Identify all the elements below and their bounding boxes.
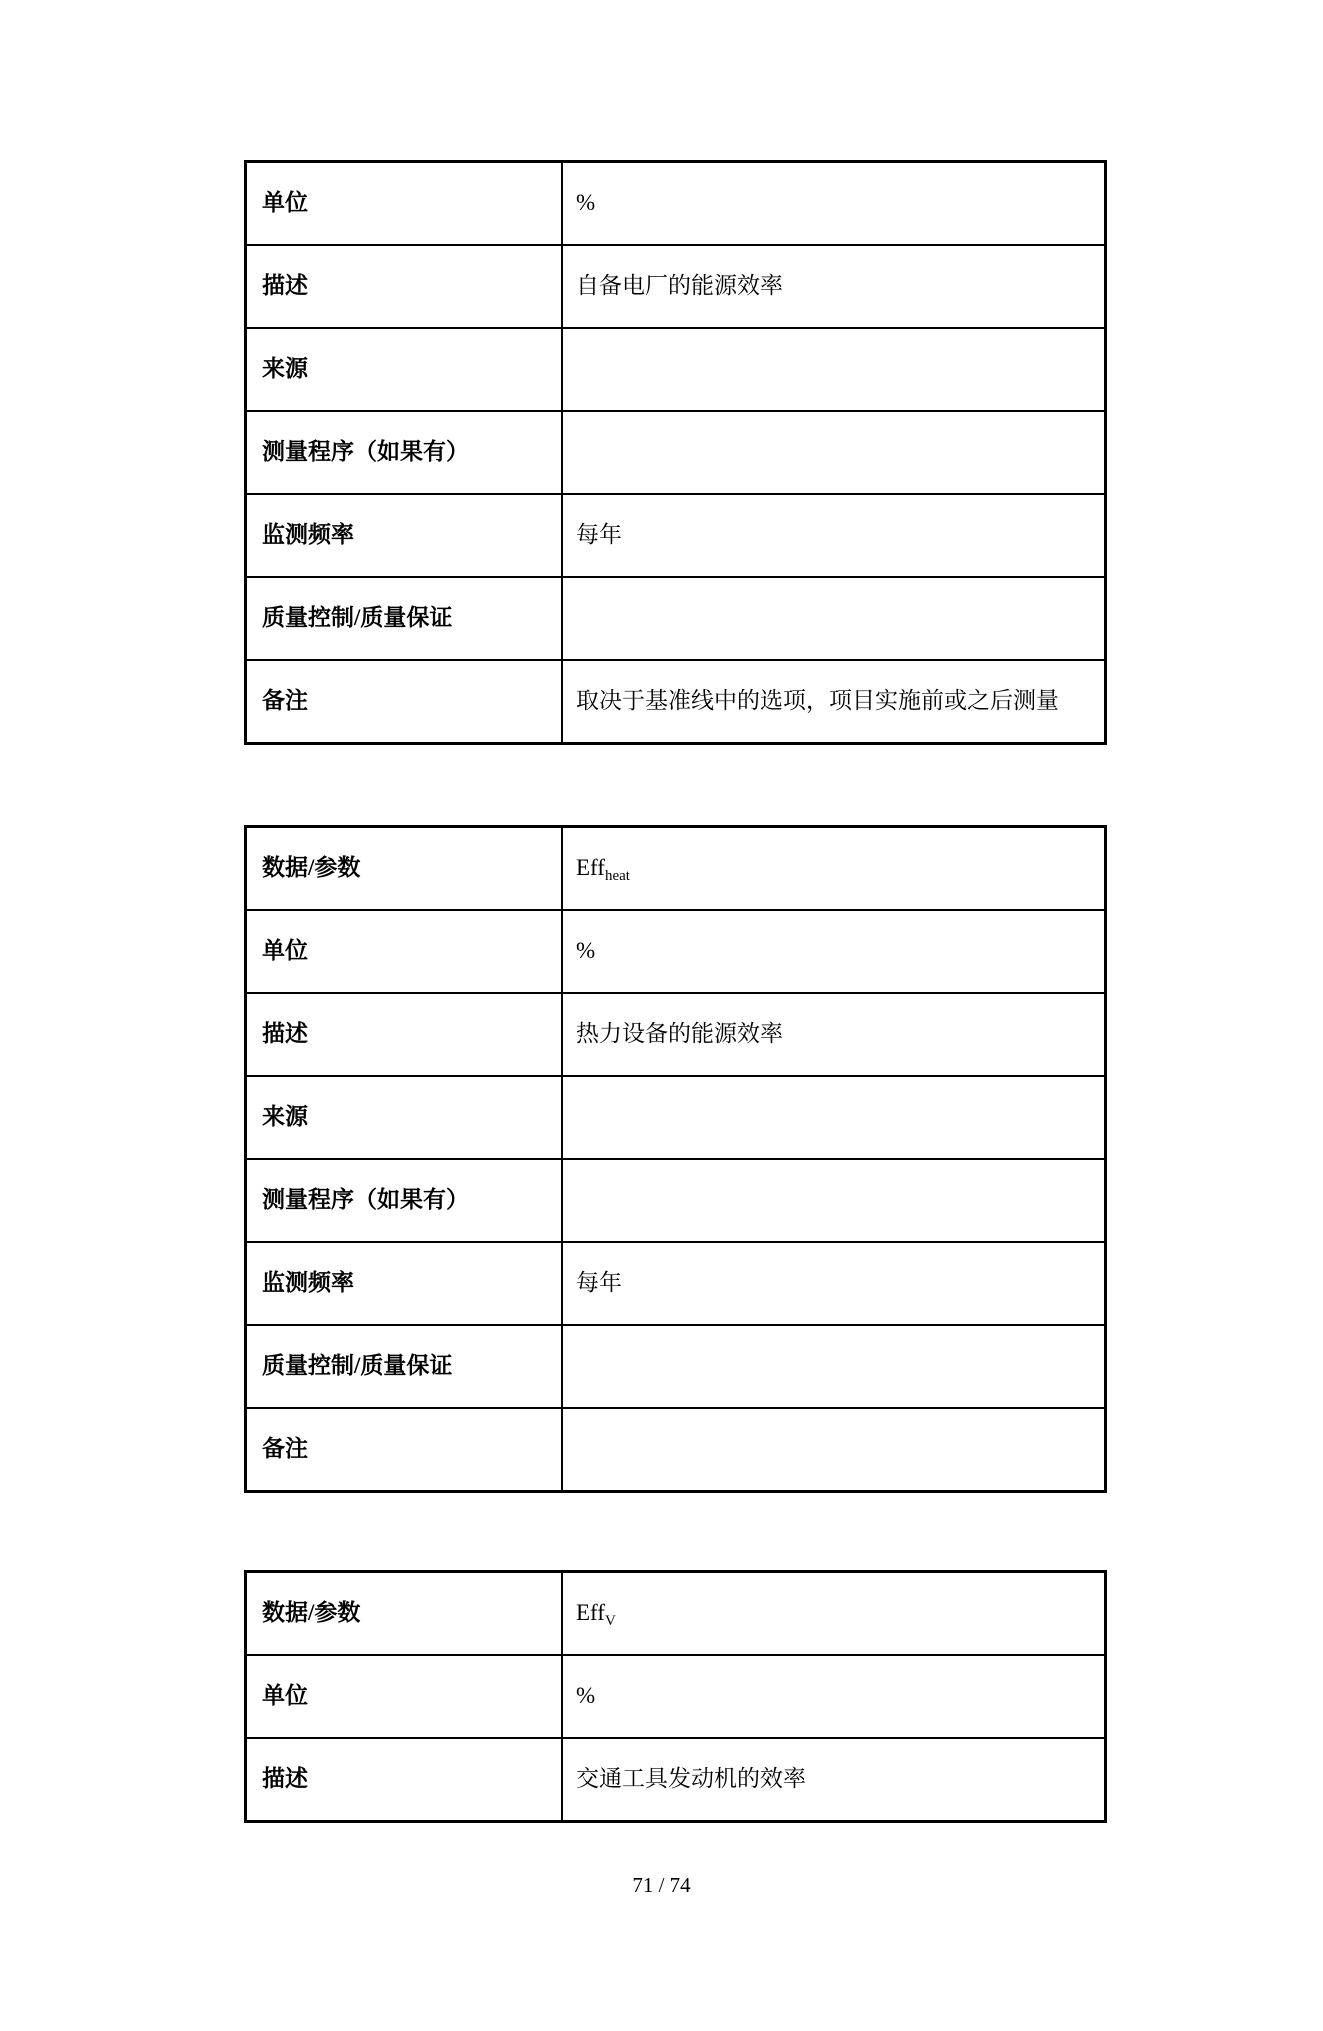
- parameter-symbol-subscript: heat: [604, 868, 630, 885]
- row-label: 描述: [246, 1738, 563, 1822]
- parameter-table-3-body: [246, 1572, 1106, 1822]
- table-row: [246, 1325, 1106, 1408]
- row-label: 质量控制/质量保证: [246, 577, 563, 660]
- row-value: [562, 411, 1106, 494]
- row-value: 每年: [562, 494, 1106, 577]
- table-row: [246, 910, 1106, 993]
- row-value: [562, 827, 1106, 911]
- table-row: [246, 1655, 1106, 1738]
- table-row: [246, 411, 1106, 494]
- parameter-table-1-body: [246, 162, 1106, 744]
- document-page: [0, 160, 1323, 2031]
- row-label: 质量控制/质量保证: [246, 1325, 563, 1408]
- table-row: [246, 1408, 1106, 1492]
- table-row: [246, 1159, 1106, 1242]
- row-label: 来源: [246, 328, 563, 411]
- table-row: [246, 1242, 1106, 1325]
- row-label: 备注: [246, 660, 563, 744]
- row-value: %: [562, 162, 1106, 246]
- parameter-symbol: Eff: [576, 1600, 605, 1626]
- table-row: [246, 1738, 1106, 1822]
- row-value: [562, 1408, 1106, 1492]
- parameter-table-1: [244, 160, 1107, 745]
- row-value: [562, 1159, 1106, 1242]
- table-row: [246, 827, 1106, 911]
- parameter-symbol: Eff: [576, 855, 605, 881]
- row-label: 数据/参数: [246, 1572, 563, 1656]
- row-label: 测量程序（如果有）: [246, 411, 563, 494]
- row-value: 取决于基准线中的选项，项目实施前或之后测量: [562, 660, 1106, 744]
- row-value: %: [562, 1655, 1106, 1738]
- table-row: [246, 245, 1106, 328]
- row-label: 来源: [246, 1076, 563, 1159]
- table-row: [246, 1572, 1106, 1656]
- row-label: 单位: [246, 162, 563, 246]
- row-label: 单位: [246, 1655, 563, 1738]
- row-value: [562, 1572, 1106, 1656]
- row-value: [562, 577, 1106, 660]
- row-value: %: [562, 910, 1106, 993]
- row-value: 热力设备的能源效率: [562, 993, 1106, 1076]
- row-label: 测量程序（如果有）: [246, 1159, 563, 1242]
- row-label: 单位: [246, 910, 563, 993]
- page-number: 71 / 74: [632, 1873, 691, 1897]
- row-label: 监测频率: [246, 494, 563, 577]
- parameter-table-2: [244, 825, 1107, 1493]
- row-value: [562, 328, 1106, 411]
- row-label: 监测频率: [246, 1242, 563, 1325]
- row-label: 描述: [246, 993, 563, 1076]
- row-value: 每年: [562, 1242, 1106, 1325]
- table-row: [246, 162, 1106, 246]
- table-row: [246, 328, 1106, 411]
- table-row: [246, 1076, 1106, 1159]
- parameter-symbol-subscript: V: [604, 1613, 616, 1630]
- parameter-table-2-body: [246, 827, 1106, 1492]
- row-label: 描述: [246, 245, 563, 328]
- table-row: [246, 993, 1106, 1076]
- table-row: [246, 494, 1106, 577]
- row-value: 交通工具发动机的效率: [562, 1738, 1106, 1822]
- row-value: [562, 1076, 1106, 1159]
- row-value: 自备电厂的能源效率: [562, 245, 1106, 328]
- row-label: 备注: [246, 1408, 563, 1492]
- row-value: [562, 1325, 1106, 1408]
- table-row: [246, 660, 1106, 744]
- row-label: 数据/参数: [246, 827, 563, 911]
- parameter-table-3: [244, 1570, 1107, 1823]
- table-row: [246, 577, 1106, 660]
